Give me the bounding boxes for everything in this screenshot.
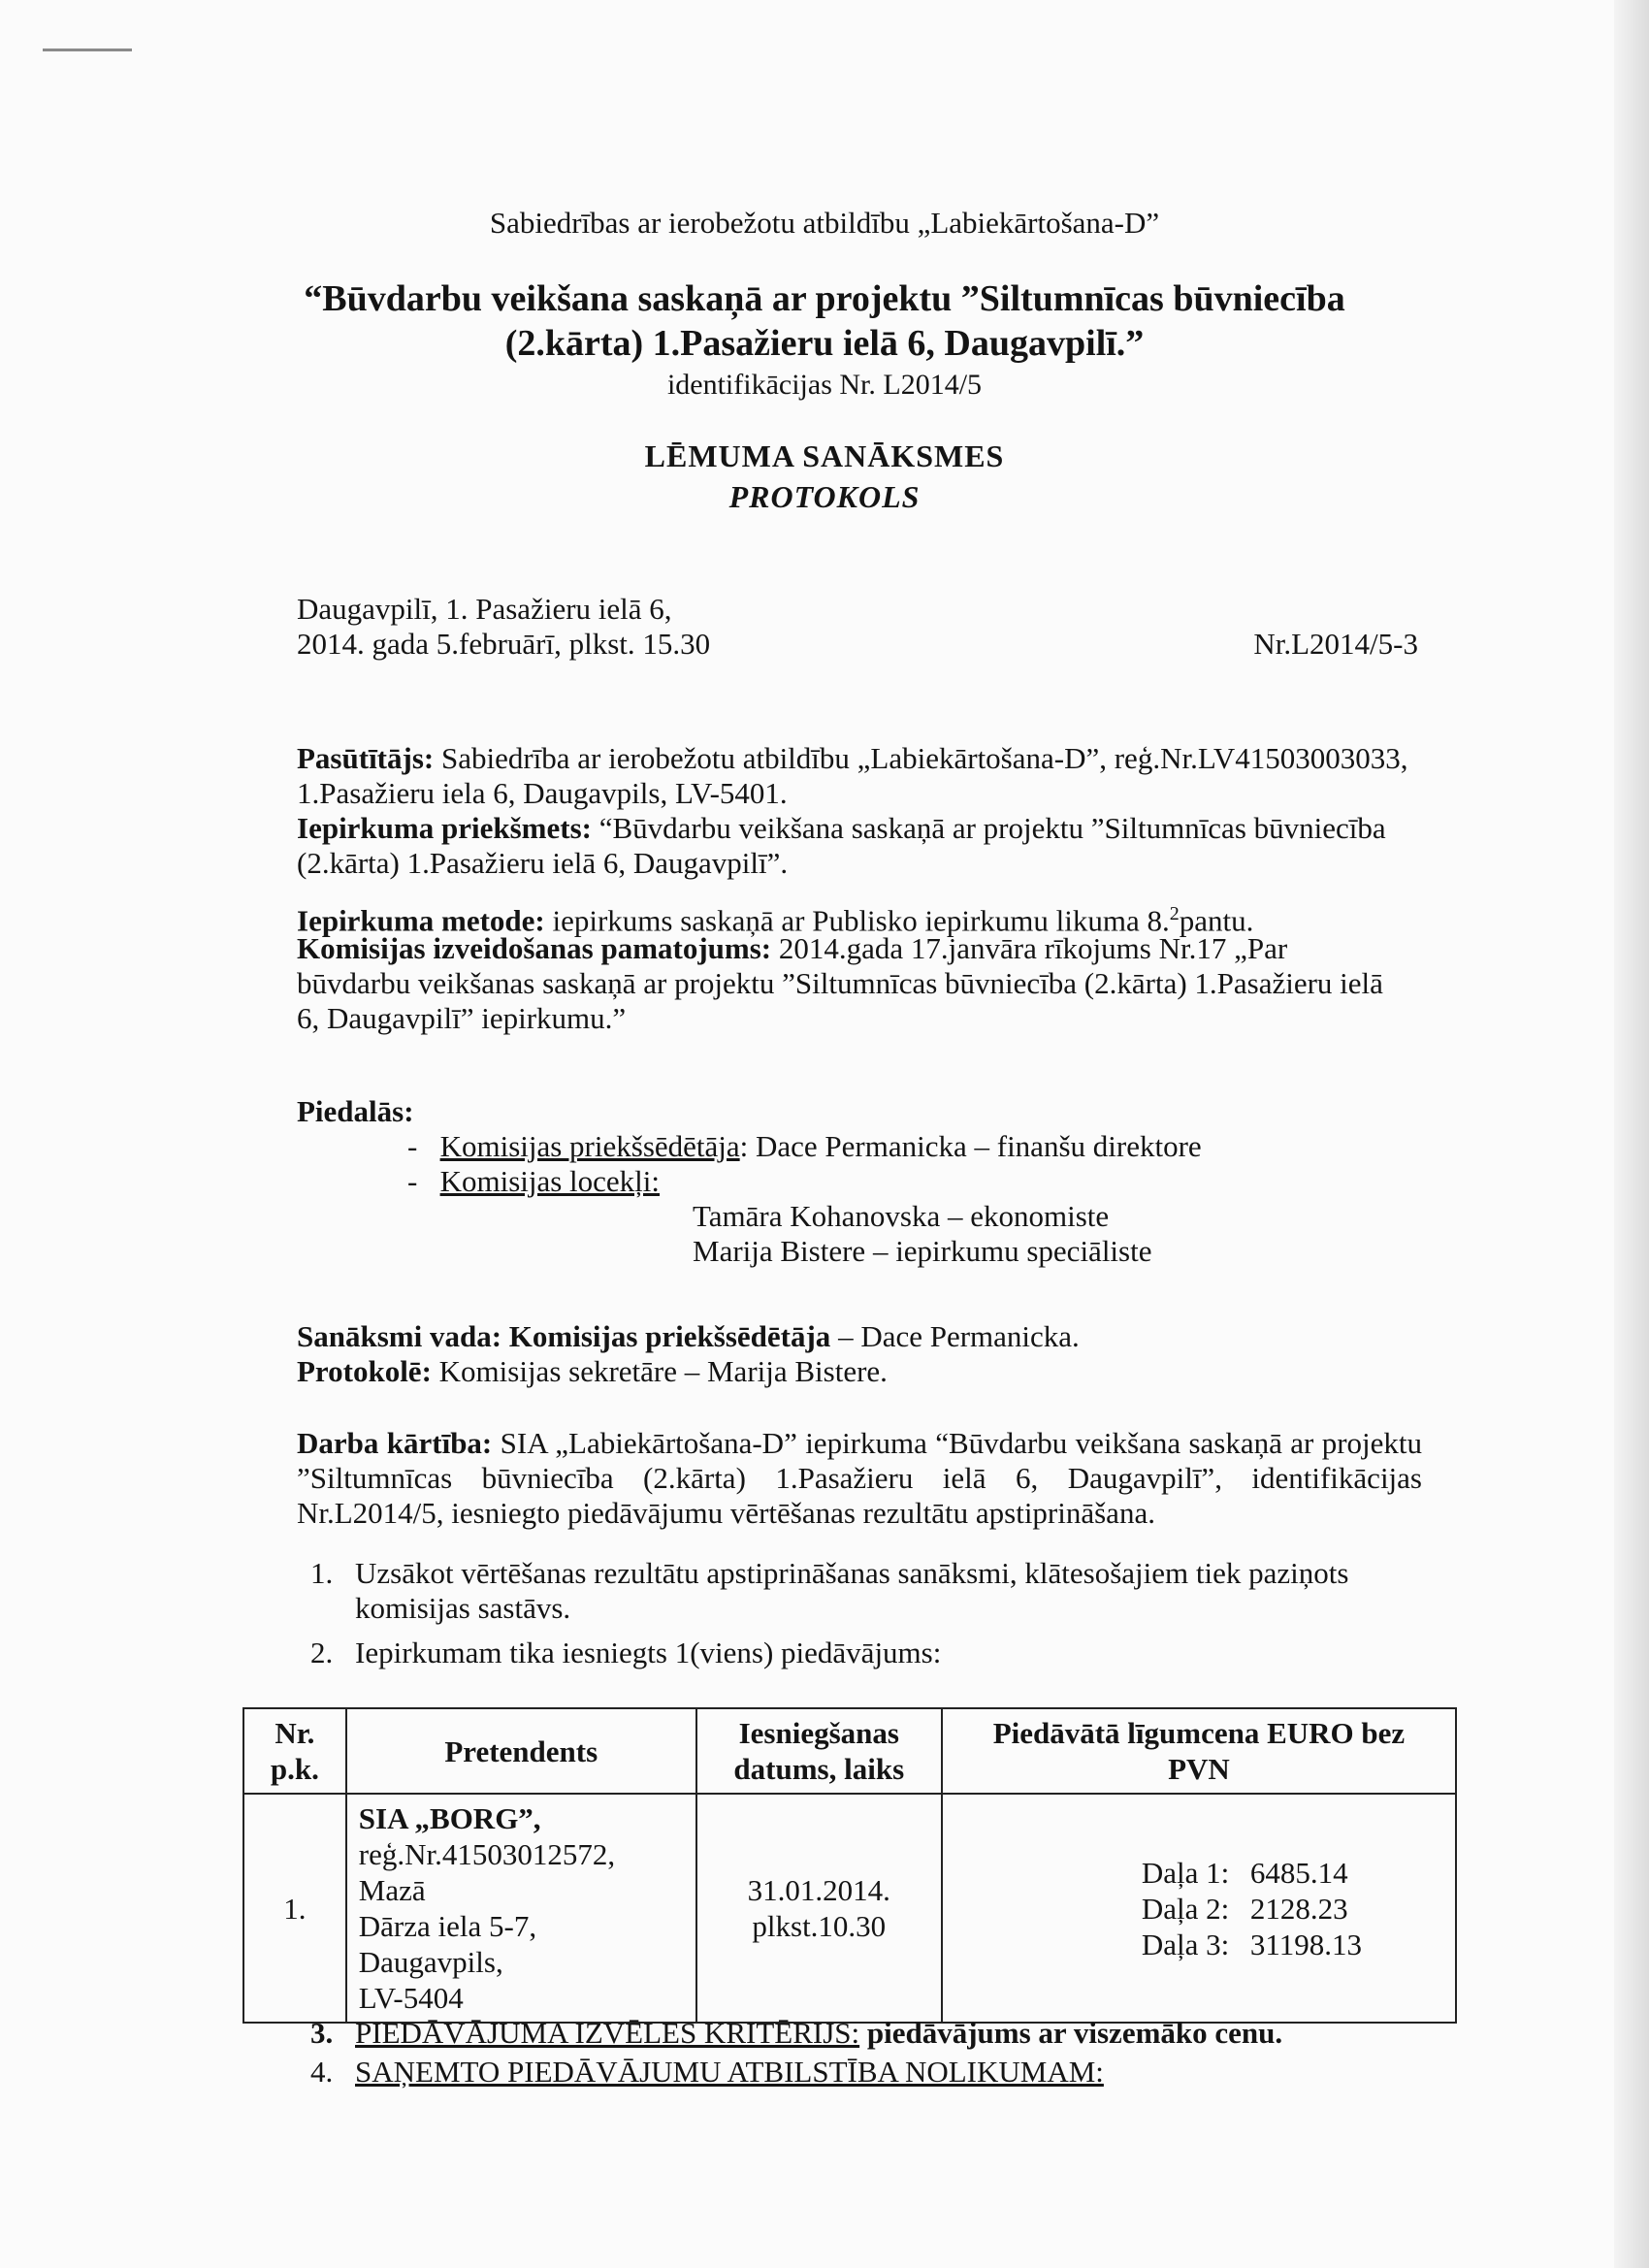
item-4-heading: SAŅEMTO PIEDĀVĀJUMU ATBILSTĪBA NOLIKUMAM:	[355, 2055, 1104, 2089]
basis-label: Komisijas izveidošanas pamatojums:	[297, 931, 772, 965]
lot-value: 2128.23	[1249, 1891, 1348, 1926]
chair-row	[407, 1129, 1202, 1164]
basis-line1	[297, 931, 1422, 966]
recorder-text: Komisijas sekretāre – Marija Bistere.	[431, 1354, 888, 1388]
item-3-text: piedāvājums ar viszemāko cenu.	[859, 2016, 1283, 2050]
lot-label: Daļa 1:	[1141, 1855, 1230, 1890]
header-nr	[243, 1708, 346, 1794]
chair-role: Komisijas priekšsēdētāja	[439, 1129, 740, 1163]
submit-time: plkst.10.30	[752, 1909, 887, 1943]
agenda-paragraph	[297, 1426, 1422, 1531]
item-2-number: 2.	[310, 1636, 334, 1669]
header-bidder: Pretendents	[346, 1708, 696, 1794]
bidder-name: SIA „BORG”,	[358, 1801, 541, 1835]
lead-name: – Dace Permanicka.	[830, 1319, 1080, 1353]
procurement-title-line1: “Būvdarbu veikšana saskaņā ar projektu ”Siltumnīcas būvniecība	[304, 278, 1345, 319]
item-4-number: 4.	[310, 2055, 334, 2089]
item-3-line	[355, 2016, 1282, 2051]
table-header-row	[243, 1708, 1456, 1794]
lot-row	[1142, 1891, 1455, 1927]
basis-line2: būvdarbu veikšanas saskaņā ar projektu ”Siltumnīcas būvniecība (2.kārta) 1.Pasažieru ielā	[297, 966, 1383, 1000]
lead-line	[297, 1319, 1422, 1354]
bidder-postcode: LV-5404	[358, 1981, 464, 2015]
client-line1	[297, 741, 1422, 776]
subject-label: Iepirkuma priekšmets:	[297, 811, 592, 845]
meeting-place: Daugavpilī, 1. Pasažieru ielā 6,	[297, 592, 672, 626]
subject-text: “Būvdarbu veikšana saskaņā ar projektu ”Siltumnīcas būvniecība	[591, 811, 1386, 845]
protocol-number: Nr.L2014/5-3	[1253, 627, 1418, 661]
members-row	[407, 1164, 660, 1199]
table-row	[243, 1794, 1456, 2023]
item-1-line1: Uzsākot vērtēšanas rezultātu apstiprināšanas sanāksmi, klātesošajiem tiek paziņots	[355, 1556, 1349, 1590]
header-nr-line1: Nr.	[275, 1716, 315, 1750]
identification-number: identifikācijas Nr. L2014/5	[666, 369, 983, 401]
lead-label: Sanāksmi vada:	[297, 1319, 502, 1353]
item-4-line	[355, 2055, 1104, 2090]
item-3-heading: PIEDĀVĀJUMA IZVĒLES KRITĒRIJS:	[355, 2016, 860, 2050]
scan-artifact	[43, 49, 132, 51]
lead-role: Komisijas priekšsēdētāja	[501, 1319, 831, 1353]
method-superscript: 2	[1169, 903, 1180, 924]
bidder-address: Dārza iela 5-7, Daugavpils,	[358, 1909, 537, 1979]
lot-value: 6485.14	[1249, 1855, 1348, 1890]
cell-date	[696, 1794, 942, 2023]
bidder-reg: reģ.Nr.41503012572, Mazā	[358, 1837, 616, 1907]
client-line2: 1.Pasažieru iela 6, Daugavpils, LV-5401.	[297, 776, 788, 810]
header-date-line2: datums, laiks	[733, 1752, 905, 1786]
member-1: Tamāra Kohanovska – ekonomiste	[693, 1199, 1110, 1233]
header-price-line1: Piedāvātā līgumcena EURO bez	[992, 1716, 1406, 1750]
item-2-line1: Iepirkumam tika iesniegts 1(viens) piedāvājums:	[355, 1636, 942, 1669]
header-price	[942, 1708, 1456, 1794]
basis-text: 2014.gada 17.janvāra rīkojums Nr.17 „Par	[771, 931, 1288, 965]
client-text: Sabiedrība ar ierobežotu atbildību „Labiekārtošana-D”, reģ.Nr.LV41503003033,	[434, 741, 1408, 775]
cell-bidder	[346, 1794, 696, 2023]
subject-line1	[297, 811, 1422, 846]
lot-label: Daļa 3:	[1141, 1927, 1230, 1961]
doc-type-subheading: PROTOKOLS	[728, 479, 921, 514]
attendees-label	[297, 1094, 1422, 1129]
item-3-number-text: 3.	[310, 2016, 334, 2050]
header-price-line2: PVN	[1168, 1752, 1230, 1786]
item-1-line2: komisijas sastāvs.	[355, 1591, 571, 1625]
header-date-line1: Iesniegšanas	[738, 1716, 899, 1750]
item-3-number	[310, 2016, 333, 2051]
meeting-datetime: 2014. gada 5.februārī, plkst. 15.30	[297, 627, 711, 661]
doc-type-heading: LĒMUMA SANĀKSMES	[644, 438, 1005, 473]
subject-line2: (2.kārta) 1.Pasažieru ielā 6, Daugavpilī”.	[297, 846, 789, 880]
lot-row	[1142, 1855, 1455, 1891]
list-dash: -	[407, 1129, 440, 1163]
lot-row	[1142, 1927, 1455, 1962]
lot-label: Daļa 2:	[1141, 1891, 1230, 1926]
recorder-label: Protokolē:	[297, 1354, 432, 1388]
offers-table	[242, 1707, 1457, 2024]
recorder-line	[297, 1354, 1422, 1389]
chair-text: : Dace Permanicka – finanšu direktore	[739, 1129, 1202, 1163]
agenda-text: SIA „Labiekārtošana-D” iepirkuma “Būvdarbu veikšana saskaņā ar projektu ”Siltumnīcas būvniecība (2.kārta) 1.Pasažieru ielā 6, Daugavpilī”, identifikācijas Nr.L2014/5, iesniegto piedāvājumu vērtēšanas rezultātu apstiprināšana.	[297, 1426, 1423, 1530]
list-dash: -	[407, 1164, 440, 1198]
item-1-number: 1.	[310, 1556, 334, 1590]
members-role: Komisijas locekļi:	[439, 1164, 661, 1198]
attendees-label-text: Piedalās:	[297, 1094, 414, 1128]
member-2: Marija Bistere – iepirkumu speciāliste	[693, 1234, 1152, 1268]
cell-price	[942, 1794, 1456, 2023]
submit-date: 31.01.2014.	[747, 1873, 890, 1907]
client-label: Pasūtītājs:	[297, 741, 435, 775]
company-heading: Sabiedrības ar ierobežotu atbildību „Labiekārtošana-D”	[489, 206, 1160, 240]
lot-value: 31198.13	[1249, 1927, 1362, 1961]
cell-nr: 1.	[243, 1794, 346, 2023]
procurement-title-line2: (2.kārta) 1.Pasažieru ielā 6, Daugavpilī.”	[504, 323, 1145, 364]
method-label: Iepirkuma metode:	[297, 903, 545, 938]
header-nr-line2: p.k.	[270, 1752, 319, 1786]
agenda-label: Darba kārtība:	[297, 1426, 493, 1460]
basis-line3: 6, Daugavpilī” iepirkumu.”	[297, 1001, 627, 1035]
method-tail: pantu.	[1179, 903, 1254, 938]
method-text: iepirkums saskaņā ar Publisko iepirkumu likuma 8.	[544, 903, 1170, 938]
header-date	[696, 1708, 942, 1794]
